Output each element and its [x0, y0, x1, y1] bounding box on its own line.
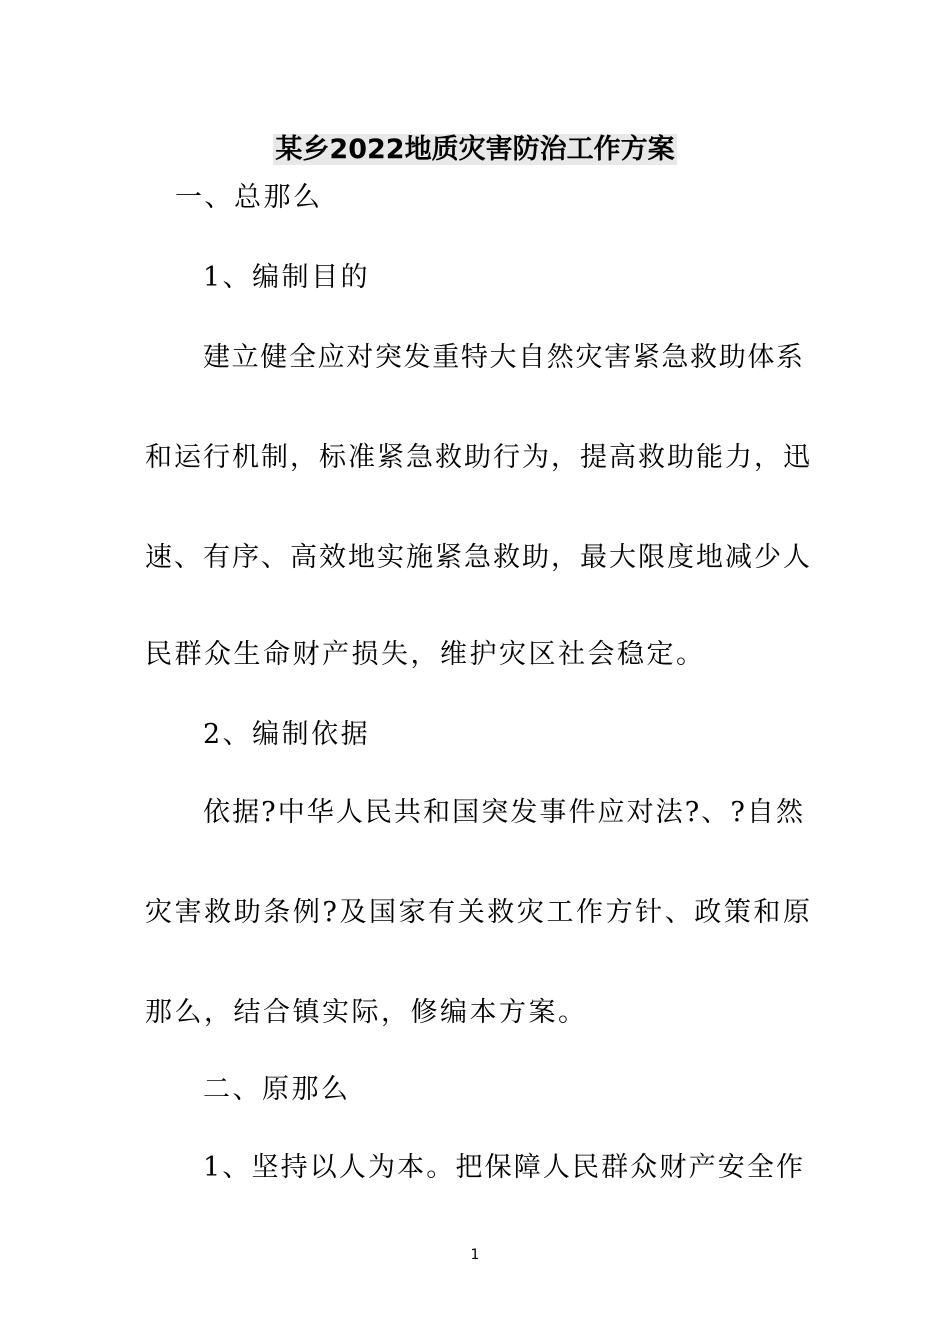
paragraph-line: 建立健全应对突发重特大自然灾害紧急救助体系 [203, 342, 803, 373]
section-heading-principles: 二、原那么 [203, 1074, 351, 1105]
page-number: 1 [470, 1247, 480, 1263]
subheading-purpose: 1、编制目的 [203, 262, 371, 293]
paragraph-line: 灾害救助条例?及国家有关救灾工作方针、政策和原 [145, 897, 810, 928]
paragraph-line: 速、有序、高效地实施紧急救助，最大限度地减少人 [145, 542, 810, 573]
paragraph-line: 依据?中华人民共和国突发事件应对法?、?自然 [203, 797, 803, 828]
document-title [0, 130, 950, 170]
paragraph-line: 和运行机制，标准紧急救助行为，提高救助能力，迅 [145, 442, 810, 473]
document-title-text: 某乡2022地质灾害防治工作方案 [275, 134, 675, 165]
paragraph-line: 民群众生命财产损失，维护灾区社会稳定。 [145, 639, 706, 670]
paragraph-line: 那么，结合镇实际，修编本方案。 [145, 997, 588, 1028]
subheading-basis: 2、编制依据 [203, 719, 371, 750]
paragraph-line: 1、坚持以人为本。把保障人民群众财产安全作 [203, 1152, 803, 1183]
section-heading-general-principles: 一、总那么 [175, 182, 323, 213]
